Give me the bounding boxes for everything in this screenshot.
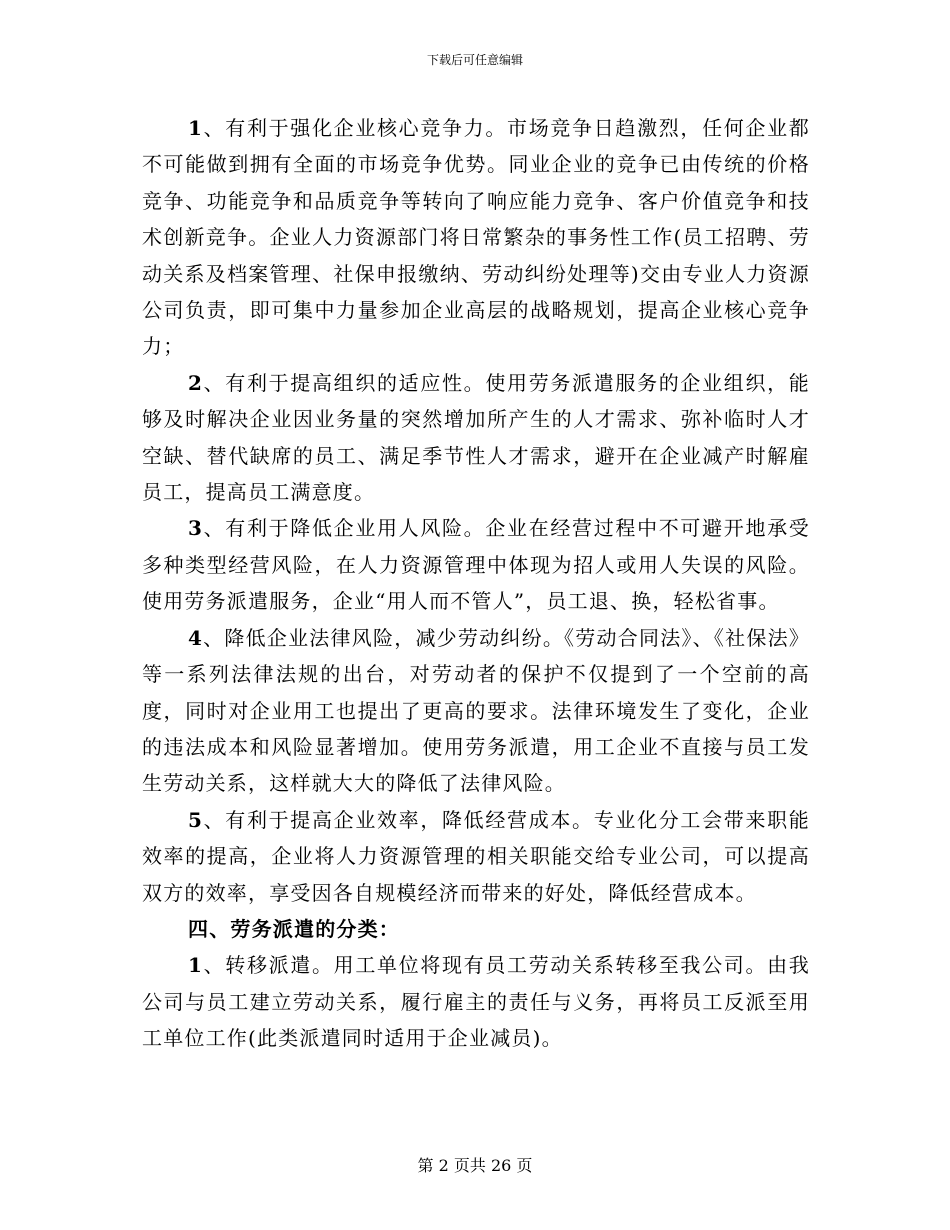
paragraph-4 [142,620,810,802]
paragraph-number: 1 [188,116,204,140]
paragraph-text: 、有利于强化企业核心竞争力。市场竞争日趋激烈，任何企业都不可能做到拥有全面的市场竞争优势。同业企业的竞争已由传统的价格竞争、功能竞争和品质竞争等转向了响应能力竞争、客户价值竞争和技术创新竞争。企业人力资源部门将日常繁杂的事务性工作(员工招聘、劳动关系及档案管理、社保申报缴纳、劳动纠纷处理等)交由专业人力资源公司负责，即可集中力量参加企业高层的战略规划，提高企业核心竞争力； [142,116,810,359]
paragraph-number: 2 [188,370,204,395]
paragraph-text: 、有利于降低企业用人风险。企业在经营过程中不可避开地承受多种类型经营风险，在人力资源管理中体现为招人或用人失误的风险。使用劳务派遣服务，企业“用人而不管人”，员工退、换，轻松省事。 [142,516,810,614]
paragraph-text: 、有利于提高企业效率，降低经营成本。专业化分工会带来职能效率的提高，企业将人力资源管理的相关职能交给专业公司，可以提高双方的效率，享受因各自规模经济而带来的好处，降低经营成本。 [142,807,810,905]
paragraph-number: 3 [188,516,204,541]
page-footer: 第 2 页共 26 页 [417,1156,533,1175]
paragraph-2 [142,365,810,511]
section-paragraph-1 [142,947,810,1056]
paragraph-number: 5 [188,807,204,832]
paragraph-text: 、降低企业法律风险，减少劳动纠纷。《劳动合同法》、《社保法》等一系列法律法规的出台，对劳动者的保护不仅提到了一个空前的高度，同时对企业用工也提出了更高的要求。法律环境发生了变化，企业的违法成本和风险显著增加。使用劳务派遣，用工企业不直接与员工发生劳动关系，这样就大大的降低了法律风险。 [142,625,810,796]
paragraph-5 [142,802,810,911]
paragraph-text: 、有利于提高组织的适应性。使用劳务派遣服务的企业组织，能够及时解决企业因业务量的突然增加所产生的人才需求、弥补临时人才空缺、替代缺席的员工、满足季节性人才需求，避开在企业减产时解雇员工，提高员工满意度。 [142,370,810,505]
paragraph-number: 1 [188,953,204,978]
paragraph-1 [142,110,810,365]
paragraph-number: 4 [188,625,204,650]
paragraph-text: 、转移派遣。用工单位将现有员工劳动关系转移至我公司。由我公司与员工建立劳动关系，履行雇主的责任与义务，再将员工反派至用工单位工作(此类派遣同时适用于企业减员)。 [142,953,810,1051]
paragraph-3 [142,510,810,619]
document-body [142,110,810,1057]
page-header: 下载后可任意编辑 [426,53,523,67]
section-heading: 四、劳务派遣的分类： [188,916,400,941]
